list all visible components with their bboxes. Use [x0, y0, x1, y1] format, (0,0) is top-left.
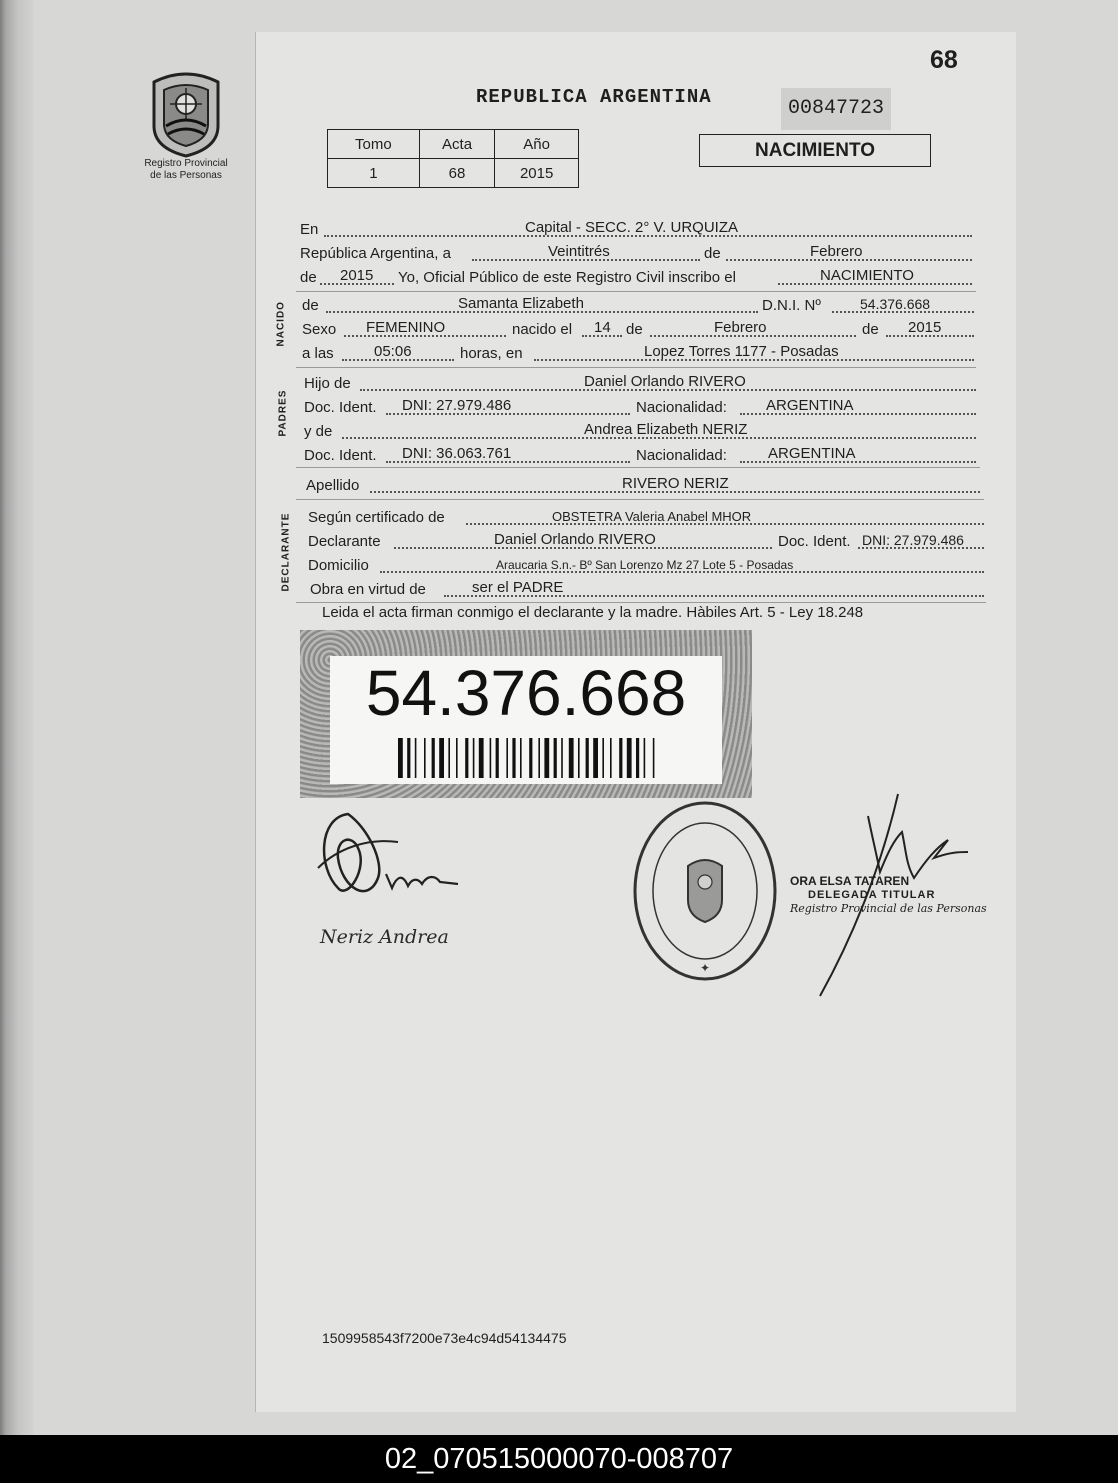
dni-stamp-number: 54.376.668 — [365, 657, 687, 729]
line-sex — [302, 318, 974, 340]
official-block — [790, 874, 987, 916]
logo-caption-line2: de las Personas — [150, 170, 222, 181]
registry-header-ano: Año — [495, 130, 579, 159]
official-name: ORA ELSA TATAREN — [790, 874, 910, 888]
registry-value-tomo: 1 — [328, 159, 420, 188]
label-doc-mother: Doc. Ident. — [304, 447, 377, 464]
book-binding — [0, 0, 34, 1435]
value-sex: FEMENINO — [366, 319, 446, 336]
label-doc-declarant: Doc. Ident. — [778, 533, 851, 550]
label-a-las: a las — [302, 345, 334, 362]
label-yde: y de — [304, 423, 333, 440]
line-certificate — [308, 506, 984, 528]
registry-seal-icon — [630, 796, 780, 986]
registry-table — [327, 129, 579, 188]
label-sexo: Sexo — [302, 321, 337, 338]
label-de-name: de — [302, 297, 319, 314]
line-time — [302, 342, 974, 364]
line-address — [308, 554, 984, 576]
document-hash: 1509958543f7200e73e4c94d54134475 — [322, 1330, 567, 1346]
value-birth-place: Lopez Torres 1177 - Posadas — [644, 343, 839, 360]
value-day: Veintitrés — [548, 243, 610, 260]
section-declarante-label: DECLARANTE — [280, 512, 292, 592]
footer-id: 02_070515000070-008707 — [0, 1435, 1118, 1483]
value-father: Daniel Orlando RIVERO — [584, 373, 746, 390]
registry-header-tomo: Tomo — [328, 130, 420, 159]
registry-value-acta: 68 — [419, 159, 495, 188]
serial-number: 00847723 — [781, 88, 891, 130]
value-year: 2015 — [340, 267, 374, 284]
value-place: Capital - SECC. 2° V. URQUIZA — [525, 219, 739, 236]
value-inscribed: NACIMIENTO — [820, 267, 914, 284]
value-address: Araucaria S.n.- Bº San Lorenzo Mz 27 Lote 5 - Posadas — [496, 558, 794, 572]
dni-stamp-inner — [330, 656, 722, 784]
label-nacido-el: nacido el — [512, 321, 573, 338]
dni-stamp — [300, 630, 752, 798]
logo-caption-line1: Registro Provincial — [144, 158, 228, 169]
closing-text: Leida el acta firman conmigo el declarante y la madre. Hàbiles Art. 5 - Ley 18.248 — [322, 604, 864, 621]
label-de-year: de — [300, 269, 317, 286]
label-hijo: Hijo de — [304, 375, 351, 392]
value-month: Febrero — [810, 243, 863, 260]
label-republica: República Argentina, a — [300, 245, 451, 262]
value-time: 05:06 — [374, 343, 412, 360]
value-birth-day: 14 — [594, 319, 611, 336]
value-declarant-doc: DNI: 27.979.486 — [862, 532, 964, 548]
label-de2: de — [626, 321, 643, 338]
label-apellido: Apellido — [306, 477, 360, 494]
label-nac-mother: Nacionalidad: — [636, 447, 727, 464]
line-name — [302, 294, 974, 316]
section-nacido-label: NACIDO — [275, 301, 287, 347]
value-father-doc: DNI: 27.979.486 — [402, 397, 512, 414]
label-horas: horas, en — [460, 345, 523, 362]
label-en: En — [300, 221, 319, 238]
label-domicilio: Domicilio — [308, 557, 369, 574]
barcode-icon — [396, 738, 658, 778]
country-title: REPUBLICA ARGENTINA — [476, 86, 712, 108]
line-apellido — [306, 474, 980, 496]
value-certificate: OBSTETRA Valeria Anabel MHOR — [552, 509, 752, 524]
official-office: Registro Provincial de las Personas — [790, 902, 987, 915]
page-number: 68 — [930, 46, 958, 74]
value-virtue: ser el PADRE — [472, 579, 564, 596]
registry-table-header-row — [328, 130, 579, 159]
line-mother — [304, 420, 976, 442]
mother-signature: Neriz Andrea — [320, 926, 449, 948]
value-name: Samanta Elizabeth — [458, 295, 584, 312]
value-mother-nat: ARGENTINA — [768, 445, 856, 462]
label-oficial: Yo, Oficial Público de este Registro Civil inscribo el — [398, 269, 736, 286]
label-dni: D.N.I. Nº — [762, 297, 821, 314]
line-date — [300, 242, 972, 264]
value-declarant: Daniel Orlando RIVERO — [494, 531, 656, 548]
value-dni: 54.376.668 — [860, 296, 931, 312]
label-segun: Según certificado de — [308, 509, 445, 526]
value-apellido: RIVERO NERIZ — [622, 475, 729, 492]
father-signature-icon — [308, 808, 478, 916]
value-birth-month: Febrero — [714, 319, 767, 336]
provincial-shield-icon — [144, 68, 228, 158]
line-year — [300, 266, 972, 288]
act-type-box: NACIMIENTO — [699, 134, 931, 167]
official-role: DELEGADA TITULAR — [808, 889, 936, 901]
svg-text:✦: ✦ — [699, 961, 711, 975]
line-father — [304, 372, 976, 394]
label-de3: de — [862, 321, 879, 338]
value-mother-doc: DNI: 36.063.761 — [402, 445, 512, 462]
line-declarant — [308, 530, 984, 552]
value-father-nat: ARGENTINA — [766, 397, 854, 414]
line-mother-doc — [304, 444, 976, 466]
registry-table-value-row — [328, 159, 579, 188]
line-place — [300, 218, 972, 240]
line-virtue — [310, 578, 984, 600]
value-mother: Andrea Elizabeth NERIZ — [584, 421, 748, 438]
section-padres-label: PADRES — [277, 389, 289, 437]
value-birth-year: 2015 — [908, 319, 942, 336]
label-de: de — [704, 245, 721, 262]
label-obra: Obra en virtud de — [310, 581, 426, 598]
registry-value-ano: 2015 — [495, 159, 579, 188]
line-father-doc — [304, 396, 976, 418]
label-declarante: Declarante — [308, 533, 381, 550]
label-nac-father: Nacionalidad: — [636, 399, 727, 416]
label-doc-father: Doc. Ident. — [304, 399, 377, 416]
registry-logo — [134, 68, 238, 182]
registry-header-acta: Acta — [419, 130, 495, 159]
